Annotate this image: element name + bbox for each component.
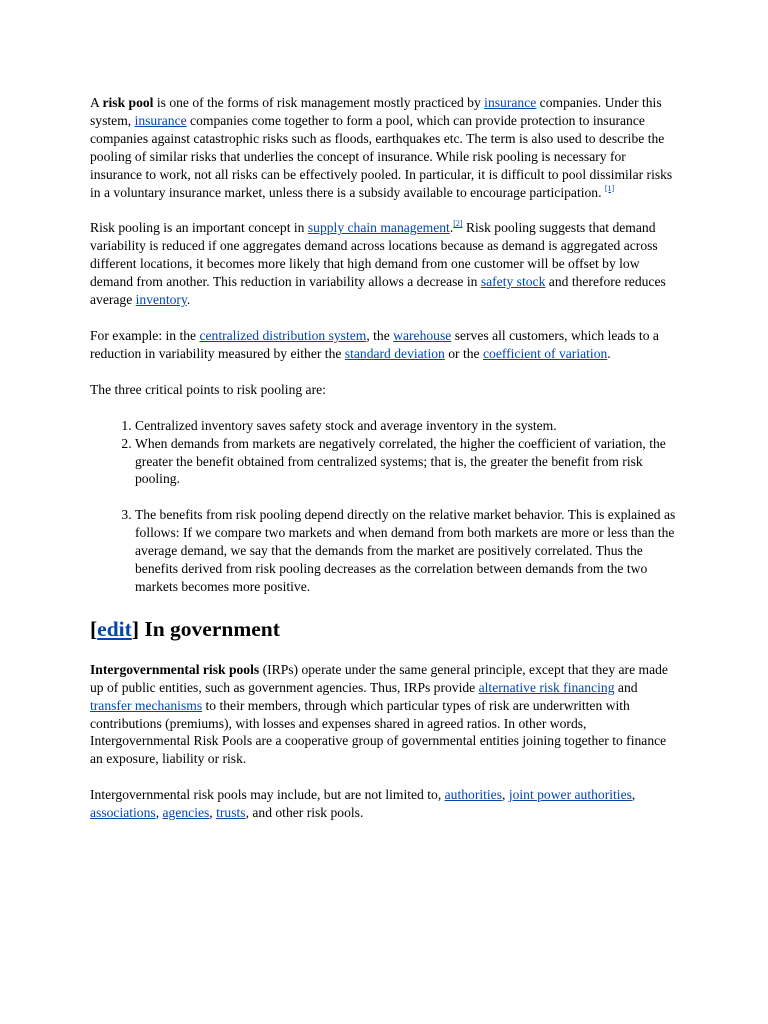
supply-chain-paragraph	[90, 219, 678, 309]
section-title: In government	[138, 616, 280, 641]
text: (IRPs) operate under the same general principle, except that they are made up of public entities, such as government agencies. Thus, IRPs provide	[90, 661, 668, 695]
edit-section-link[interactable]: edit	[97, 616, 132, 641]
text: A	[90, 95, 103, 110]
link-agencies[interactable]: agencies	[162, 805, 210, 821]
link-coefficient-of-variation[interactable]: coefficient of variation	[482, 345, 608, 361]
link-safety-stock[interactable]: safety stock	[480, 274, 546, 290]
link-warehouse[interactable]: warehouse	[393, 327, 452, 343]
irp-members-paragraph	[90, 786, 678, 822]
link-standard-deviation[interactable]: standard deviation	[344, 345, 445, 361]
text: .	[607, 345, 611, 361]
text: .	[449, 220, 454, 236]
intro-paragraph	[90, 94, 678, 201]
text: to their members, through which particular types of risk are underwritten with contributions (premiums), with losses and expenses shared in agreed ratios. In other words, Intergovernmental Risk Pools are a cooperative group of governmental entities joining together to finance an exposure, liability or risk.	[90, 697, 667, 767]
link-centralized-distribution-system[interactable]: centralized distribution system	[199, 327, 367, 343]
list-item: 1. Centralized inventory saves safety stock and average inventory in the system.	[135, 417, 678, 435]
link-insurance-2[interactable]: insurance	[134, 112, 187, 128]
text: For example: in the	[90, 327, 200, 343]
term-intergovernmental-risk-pools: Intergovernmental risk pools	[90, 661, 260, 677]
critical-points-list	[90, 417, 678, 596]
text: ,	[502, 787, 509, 803]
link-alternative-risk-financing[interactable]: alternative risk financing	[478, 679, 615, 695]
irp-paragraph	[90, 661, 678, 768]
text: serves all customers, which leads to a reduction in variability measured by either the	[90, 327, 659, 361]
text: .	[186, 292, 191, 308]
link-joint-power-authorities[interactable]: joint power authorities	[508, 787, 632, 803]
link-associations[interactable]: associations	[90, 805, 156, 821]
text: Risk pooling suggests that demand variability is reduced if one aggregates demand across locations because as demand is aggregated across different locations, it becomes more likely that high demand from one customer will be offset by low demand from another. This reduction in variability allows a decrease in	[90, 220, 658, 290]
text: , the	[366, 327, 394, 343]
text: ,	[209, 805, 217, 821]
link-trusts[interactable]: trusts	[216, 805, 246, 821]
text: Intergovernmental risk pools may include, but are not limited to,	[90, 787, 445, 803]
text: ,	[631, 787, 636, 803]
article-body	[90, 94, 678, 840]
text: is one of the forms of risk management mostly practiced by	[153, 95, 485, 110]
list-item: 3. The benefits from risk pooling depend directly on the relative market behavior. This is explained as follows: If we compare two markets and when demand from both markets are more or less than the average demand, we say that the demands from the market are positively correlated. Thus the benefits derived from risk pooling decreases as the correlation between demands from the two markets becomes more positive.	[135, 506, 678, 596]
example-paragraph	[90, 327, 678, 363]
text: companies. Under this system,	[90, 95, 662, 128]
link-inventory[interactable]: inventory	[135, 292, 187, 308]
bracket-open: [	[90, 616, 98, 641]
text: companies come together to form a pool, which can provide protection to insurance companies against catastrophic risks such as floods, earthquakes etc. The term is also used to describe the pooling of similar risks that underlies the concept of insurance. While risk pooling is necessary for insurance to work, not all risks can be effectively pooled. In particular, it is difficult to pool dissimilar risks in a voluntary insurance market, unless there is a subsidy available to encourage participation.	[90, 112, 673, 200]
text: ,	[155, 805, 163, 821]
link-transfer-mechanisms[interactable]: transfer mechanisms	[90, 697, 203, 713]
critical-points-intro: The three critical points to risk pooling are:	[90, 381, 326, 397]
text: , and other risk pools.	[245, 805, 364, 821]
text: and	[614, 679, 638, 695]
link-supply-chain-management[interactable]: supply chain management	[307, 220, 450, 236]
reference-link-1[interactable]: [1]	[604, 183, 615, 193]
text: or the	[444, 345, 483, 361]
bracket-close: ]	[131, 616, 139, 641]
list-item: 2. When demands from markets are negatively correlated, the higher the coefficient of variation, the greater the benefit obtained from centralized systems; that is, the greater the benefit from risk pooling.	[135, 435, 678, 489]
term-risk-pool: risk pool	[102, 95, 154, 110]
link-authorities[interactable]: authorities	[444, 787, 503, 803]
section-heading-in-government	[90, 616, 678, 642]
reference-link-2[interactable]: [2]	[453, 219, 463, 229]
link-insurance[interactable]: insurance	[484, 95, 537, 110]
text: and therefore reduces average	[90, 274, 666, 308]
text: Risk pooling is an important concept in	[90, 220, 308, 236]
